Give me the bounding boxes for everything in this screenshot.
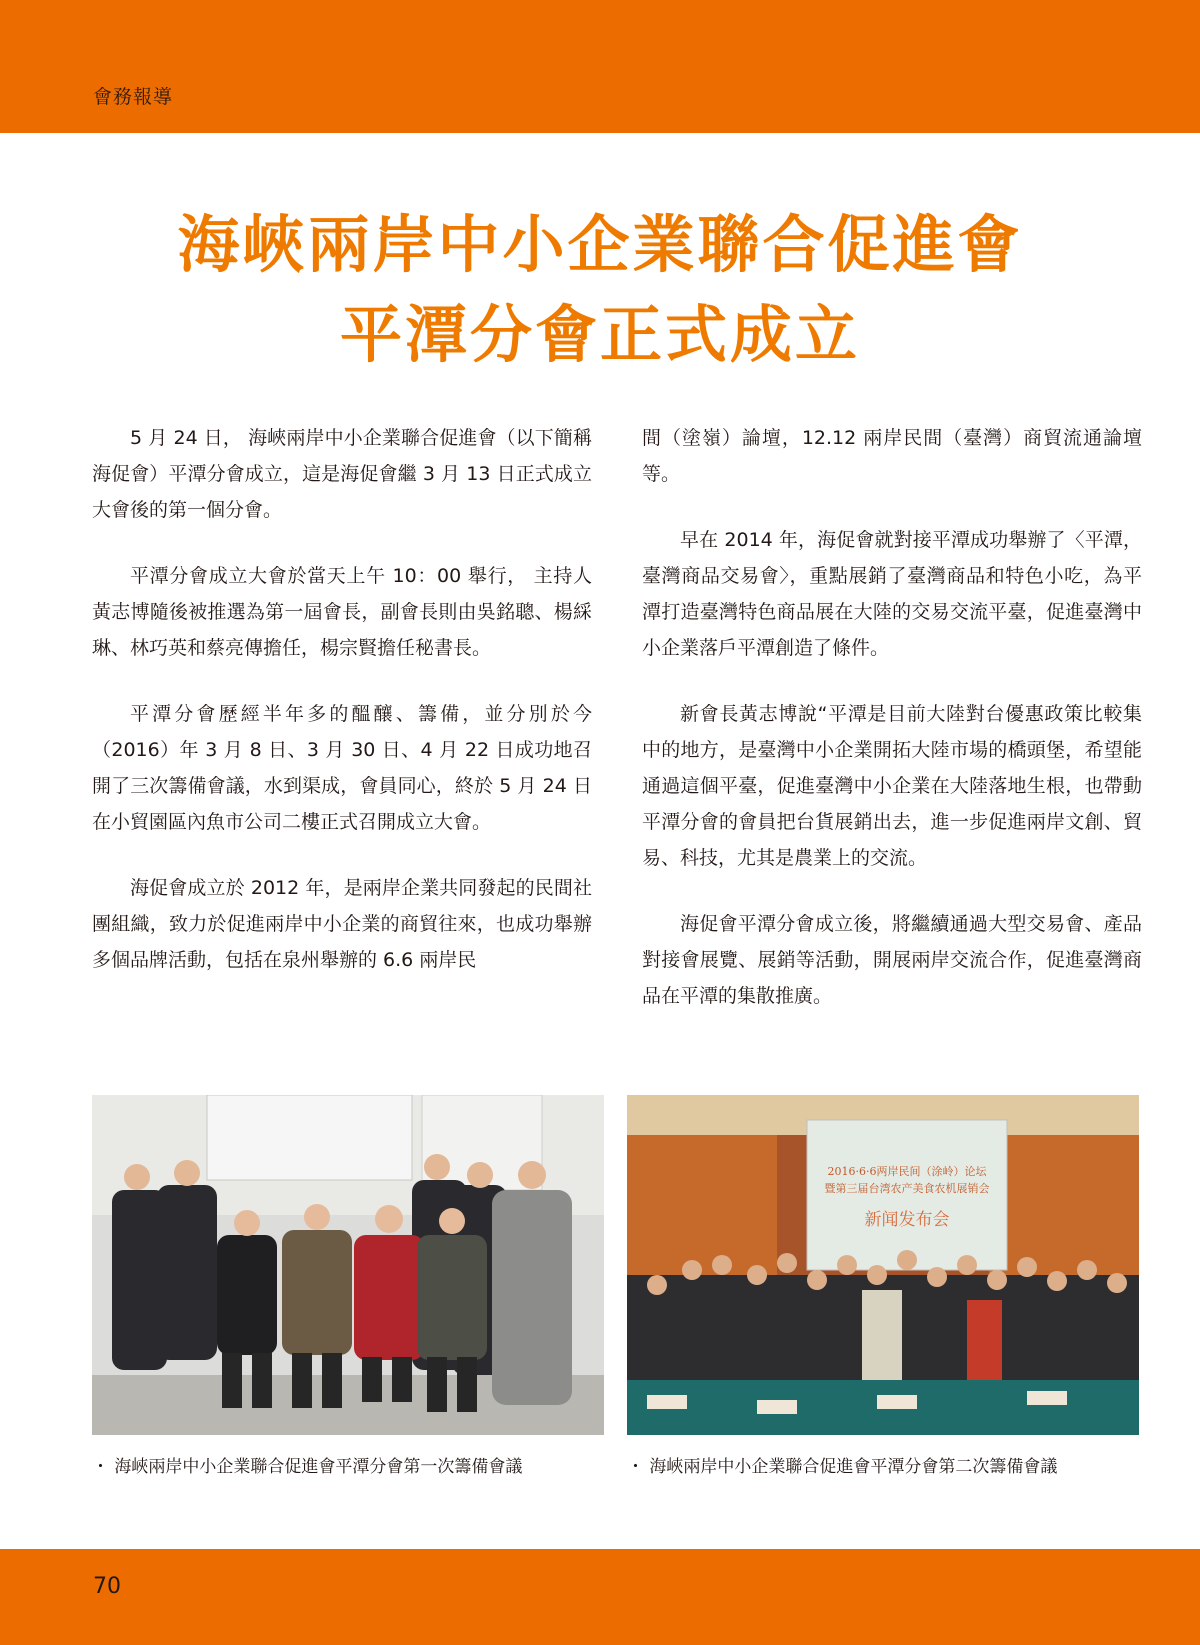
photo-second-meeting [627, 1095, 1139, 1435]
paragraph: 平潭分會成立大會於當天上午 10：00 舉行， 主持人黃志博隨後被推選為第一屆會長，副會長則由吳銘聰、楊綵琳、林巧英和蔡亮傳擔任，楊宗賢擔任秘書長。 [92, 565, 592, 659]
paragraph: 海促會成立於 2012 年，是兩岸企業共同發起的民間社團組織，致力於促進兩岸中小企業的商貿往來，也成功舉辦多個品牌活動，包括在泉州舉辦的 6.6 兩岸民 [92, 877, 592, 971]
section-label: 會務報導 [93, 86, 174, 108]
footer-band [0, 1549, 1200, 1645]
photo-first-meeting [92, 1095, 604, 1435]
title-line-2: 平潭分會正式成立 [339, 298, 860, 371]
paragraph: 平潭分會歷經半年多的醞釀、籌備，並分別於今（2016）年 3 月 8 日、3 月 30 日、4 月 22 日成功地召開了三次籌備會議，水到渠成，會員同心，終於 5 月 24 日在小貿園區內魚市公司二樓正式召開成立大會。 [92, 703, 592, 833]
photo-caption-second: ・ 海峽兩岸中小企業聯合促進會平潭分會第二次籌備會議 [627, 1457, 1058, 1477]
paragraph-continuation: 間（塗嶺）論壇，12.12 兩岸民間（臺灣）商貿流通論壇等。 [642, 427, 1142, 485]
photo-caption-first: ・ 海峽兩岸中小企業聯合促進會平潭分會第一次籌備會議 [92, 1457, 523, 1477]
photo-first-meeting-image [92, 1095, 604, 1435]
paragraph: 5 月 24 日， 海峽兩岸中小企業聯合促進會（以下簡稱海促會）平潭分會成立，這是海促會繼 3 月 13 日正式成立大會後的第一個分會。 [92, 427, 592, 521]
page-number: 70 [93, 1574, 121, 1599]
header-band [0, 0, 1200, 133]
paragraph: 早在 2014 年，海促會就對接平潭成功舉辦了〈平潭，臺灣商品交易會〉，重點展銷了臺灣商品和特色小吃，為平潭打造臺灣特色商品展在大陸的交易交流平臺，促進臺灣中小企業落戶平潭創造了條件。 [642, 529, 1142, 659]
screen-text-line-2: 暨第三届台湾农产美食农机展销会 [824, 1182, 990, 1195]
article-title [0, 200, 1200, 380]
photo-second-meeting-image [627, 1095, 1139, 1435]
title-line-1: 海峽兩岸中小企業聯合促進會 [177, 208, 1023, 281]
paragraph: 新會長黃志博說“平潭是目前大陸對台優惠政策比較集中的地方，是臺灣中小企業開拓大陸市場的橋頭堡，希望能通過這個平臺，促進臺灣中小企業在大陸落地生根，也帶動平潭分會的會員把台貨展銷出去，進一步促進兩岸文創、貿易、科技，尤其是農業上的交流。 [642, 703, 1142, 869]
article-column-right [642, 420, 1142, 1044]
screen-text-line-3: 新闻发布会 [864, 1210, 950, 1230]
paragraph: 海促會平潭分會成立後，將繼續通過大型交易會、產品對接會展覽、展銷等活動，開展兩岸交流合作，促進臺灣商品在平潭的集散推廣。 [642, 913, 1142, 1007]
article-column-left [92, 420, 592, 1008]
screen-text-line-1: 2016·6·6两岸民间（涂岭）论坛 [827, 1165, 987, 1178]
